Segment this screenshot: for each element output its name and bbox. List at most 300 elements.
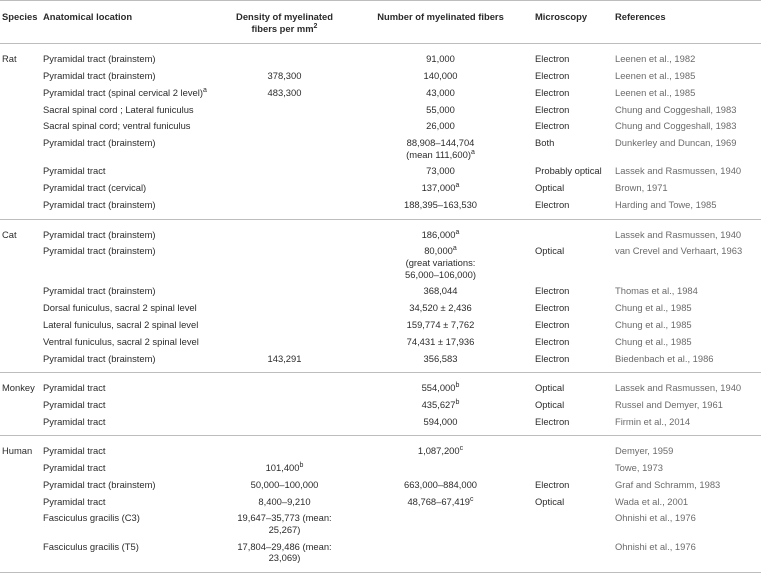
density-value: 19,647–35,773 (mean: 25,267) bbox=[237, 512, 332, 535]
reference-cell bbox=[613, 163, 761, 180]
microscopy-cell bbox=[533, 135, 613, 163]
reference-text: van Crevel and Verhaart, 1963 bbox=[615, 245, 743, 257]
number-cell bbox=[348, 196, 533, 219]
reference-text: Firmin et al., 2014 bbox=[615, 415, 691, 427]
location-text: Fasciculus gracilis (C3) bbox=[43, 512, 140, 524]
number-value: 48,768–67,419 bbox=[407, 495, 471, 507]
microscopy-cell bbox=[533, 243, 613, 283]
location-cell bbox=[41, 135, 221, 163]
number-value: 137,000 bbox=[421, 182, 456, 194]
reference-text: Brown, 1971 bbox=[615, 182, 668, 194]
density-cell bbox=[221, 118, 348, 135]
number-cell bbox=[348, 510, 533, 538]
table-row bbox=[0, 118, 761, 135]
microscopy-value: Optical bbox=[535, 495, 565, 507]
table-header bbox=[0, 1, 761, 44]
location-text: Pyramidal tract bbox=[43, 382, 106, 394]
reference-text: Chung and Coggeshall, 1983 bbox=[615, 120, 737, 132]
table-row bbox=[0, 67, 761, 84]
species-group-rat bbox=[0, 44, 761, 219]
number-cell bbox=[348, 135, 533, 163]
species-cell bbox=[0, 135, 41, 163]
table-row bbox=[0, 44, 761, 68]
species-cell bbox=[0, 350, 41, 373]
table-row bbox=[0, 283, 761, 300]
microscopy-cell bbox=[533, 350, 613, 373]
reference-cell bbox=[613, 67, 761, 84]
density-value: 8,400–9,210 bbox=[258, 495, 311, 507]
microscopy-cell bbox=[533, 101, 613, 118]
location-text: Pyramidal tract bbox=[43, 495, 106, 507]
location-text: Pyramidal tract bbox=[43, 445, 106, 457]
density-cell bbox=[221, 84, 348, 101]
reference-cell bbox=[613, 538, 761, 572]
number-cell bbox=[348, 283, 533, 300]
reference-cell bbox=[613, 396, 761, 413]
species-cell bbox=[0, 44, 41, 68]
microscopy-cell bbox=[533, 396, 613, 413]
location-cell bbox=[41, 180, 221, 197]
reference-text: Chung et al., 1985 bbox=[615, 318, 692, 330]
number-cell bbox=[348, 413, 533, 436]
location-text: Pyramidal tract (brainstem) bbox=[43, 69, 156, 81]
density-value: 483,300 bbox=[267, 86, 302, 98]
species-cell bbox=[0, 333, 41, 350]
microscopy-cell bbox=[533, 44, 613, 68]
density-cell bbox=[221, 476, 348, 493]
reference-cell bbox=[613, 101, 761, 118]
microscopy-value: Optical bbox=[535, 245, 565, 257]
microscopy-value: Optical bbox=[535, 382, 565, 394]
species-cell bbox=[0, 413, 41, 436]
number-value: 554,000 bbox=[421, 382, 456, 394]
table-row bbox=[0, 350, 761, 373]
reference-cell bbox=[613, 436, 761, 460]
reference-text: Chung et al., 1985 bbox=[615, 335, 692, 347]
density-value: 17,804–29,486 (mean: 23,069) bbox=[237, 540, 332, 564]
number-cell bbox=[348, 396, 533, 413]
reference-cell bbox=[613, 44, 761, 68]
number-cell bbox=[348, 350, 533, 373]
header-microscopy: Microscopy bbox=[533, 1, 613, 44]
species-cell bbox=[0, 101, 41, 118]
location-text: Ventral funiculus, sacral 2 spinal level bbox=[43, 335, 199, 347]
number-cell bbox=[348, 163, 533, 180]
number-cell bbox=[348, 316, 533, 333]
number-value: 435,627 bbox=[421, 398, 456, 410]
number-value: 186,000 bbox=[421, 228, 456, 240]
density-cell bbox=[221, 396, 348, 413]
microscopy-cell bbox=[533, 510, 613, 538]
density-cell bbox=[221, 300, 348, 317]
species-cell bbox=[0, 396, 41, 413]
density-cell bbox=[221, 333, 348, 350]
reference-cell bbox=[613, 333, 761, 350]
species-cell bbox=[0, 283, 41, 300]
location-cell bbox=[41, 316, 221, 333]
location-cell bbox=[41, 510, 221, 538]
species-cell bbox=[0, 316, 41, 333]
number-cell bbox=[348, 243, 533, 283]
location-cell bbox=[41, 101, 221, 118]
microscopy-value: Electron bbox=[535, 86, 570, 98]
microscopy-value: Electron bbox=[535, 478, 570, 490]
reference-text: Harding and Towe, 1985 bbox=[615, 199, 717, 211]
microscopy-cell bbox=[533, 538, 613, 572]
location-text: Pyramidal tract (spinal cervical 2 level) bbox=[43, 86, 203, 98]
reference-cell bbox=[613, 135, 761, 163]
location-text: Fasciculus gracilis (T5) bbox=[43, 540, 139, 552]
microscopy-value: Electron bbox=[535, 318, 570, 330]
reference-text: Ohnishi et al., 1976 bbox=[615, 512, 696, 524]
location-text: Lateral funiculus, sacral 2 spinal level bbox=[43, 318, 199, 330]
table-row bbox=[0, 219, 761, 243]
species-label: Human bbox=[2, 445, 33, 457]
number-cell bbox=[348, 180, 533, 197]
number-note-range: 56,000–106,000) bbox=[405, 268, 476, 280]
header-row bbox=[0, 1, 761, 44]
microscopy-value: Electron bbox=[535, 335, 570, 347]
location-cell bbox=[41, 67, 221, 84]
location-text: Pyramidal tract (brainstem) bbox=[43, 478, 156, 490]
species-cell bbox=[0, 459, 41, 476]
species-group-human bbox=[0, 436, 761, 573]
location-text: Pyramidal tract (brainstem) bbox=[43, 53, 156, 65]
microscopy-cell bbox=[533, 476, 613, 493]
table-row bbox=[0, 101, 761, 118]
density-cell bbox=[221, 350, 348, 373]
table-row bbox=[0, 243, 761, 283]
number-value: 74,431 ± 17,936 bbox=[406, 335, 475, 347]
density-cell bbox=[221, 510, 348, 538]
location-cell bbox=[41, 436, 221, 460]
microscopy-cell bbox=[533, 67, 613, 84]
reference-cell bbox=[613, 243, 761, 283]
reference-cell bbox=[613, 510, 761, 538]
location-cell bbox=[41, 243, 221, 283]
reference-text: Leenen et al., 1985 bbox=[615, 69, 696, 81]
density-value: 101,400 bbox=[265, 462, 300, 474]
density-cell bbox=[221, 316, 348, 333]
number-value: 43,000 bbox=[426, 86, 455, 98]
reference-text: Chung and Coggeshall, 1983 bbox=[615, 103, 737, 115]
number-value: 368,044 bbox=[423, 285, 458, 297]
table-row bbox=[0, 436, 761, 460]
reference-text: Dunkerley and Duncan, 1969 bbox=[615, 137, 737, 149]
table-row bbox=[0, 163, 761, 180]
reference-text: Chung et al., 1985 bbox=[615, 302, 692, 314]
density-cell bbox=[221, 67, 348, 84]
reference-cell bbox=[613, 283, 761, 300]
microscopy-cell bbox=[533, 373, 613, 397]
number-cell bbox=[348, 84, 533, 101]
density-value: 143,291 bbox=[267, 352, 302, 364]
microscopy-cell bbox=[533, 459, 613, 476]
location-cell bbox=[41, 333, 221, 350]
number-value: 188,395–163,530 bbox=[404, 199, 477, 211]
species-label: Monkey bbox=[2, 382, 35, 394]
location-text: Pyramidal tract (brainstem) bbox=[43, 285, 156, 297]
table-row bbox=[0, 493, 761, 510]
density-cell bbox=[221, 459, 348, 476]
reference-text: Ohnishi et al., 1976 bbox=[615, 540, 696, 552]
microscopy-value: Both bbox=[535, 137, 555, 149]
location-text: Sacral spinal cord; ventral funiculus bbox=[43, 120, 191, 132]
density-cell bbox=[221, 101, 348, 118]
density-cell bbox=[221, 219, 348, 243]
number-value: 55,000 bbox=[426, 103, 455, 115]
density-cell bbox=[221, 538, 348, 572]
number-cell bbox=[348, 219, 533, 243]
number-value: 88,908–144,704 bbox=[406, 137, 475, 149]
reference-cell bbox=[613, 350, 761, 373]
microscopy-value: Electron bbox=[535, 352, 570, 364]
density-cell bbox=[221, 44, 348, 68]
table-row bbox=[0, 510, 761, 538]
number-footnote: b bbox=[455, 398, 460, 406]
species-label: Rat bbox=[2, 53, 17, 65]
reference-cell bbox=[613, 493, 761, 510]
location-cell bbox=[41, 163, 221, 180]
species-cell bbox=[0, 180, 41, 197]
species-group-cat bbox=[0, 219, 761, 372]
location-text: Pyramidal tract (brainstem) bbox=[43, 228, 156, 240]
reference-cell bbox=[613, 196, 761, 219]
species-cell bbox=[0, 163, 41, 180]
reference-text: Lassek and Rasmussen, 1940 bbox=[615, 228, 742, 240]
density-cell bbox=[221, 283, 348, 300]
density-cell bbox=[221, 373, 348, 397]
location-cell bbox=[41, 538, 221, 572]
microscopy-cell bbox=[533, 84, 613, 101]
location-cell bbox=[41, 84, 221, 101]
number-value: 80,000 bbox=[424, 245, 453, 257]
number-footnote: a bbox=[452, 245, 457, 253]
number-value: 594,000 bbox=[423, 415, 458, 427]
location-text: Pyramidal tract (brainstem) bbox=[43, 137, 156, 149]
reference-cell bbox=[613, 459, 761, 476]
number-value: 356,583 bbox=[423, 352, 458, 364]
species-cell bbox=[0, 476, 41, 493]
number-cell bbox=[348, 493, 533, 510]
species-cell bbox=[0, 243, 41, 283]
header-species: Species bbox=[0, 1, 41, 44]
number-cell bbox=[348, 436, 533, 460]
number-value: 26,000 bbox=[426, 120, 455, 132]
location-cell bbox=[41, 196, 221, 219]
number-cell bbox=[348, 459, 533, 476]
microscopy-cell bbox=[533, 436, 613, 460]
species-cell bbox=[0, 118, 41, 135]
microscopy-value: Electron bbox=[535, 302, 570, 314]
microscopy-cell bbox=[533, 413, 613, 436]
microscopy-cell bbox=[533, 333, 613, 350]
location-text: Pyramidal tract bbox=[43, 398, 106, 410]
location-cell bbox=[41, 219, 221, 243]
number-cell bbox=[348, 101, 533, 118]
header-density-text: Density of myelinated fibers per mm bbox=[236, 11, 333, 34]
number-cell bbox=[348, 300, 533, 317]
microscopy-value: Probably optical bbox=[535, 165, 602, 177]
location-text: Pyramidal tract (cervical) bbox=[43, 182, 147, 194]
density-value: 50,000–100,000 bbox=[250, 478, 319, 490]
number-footnote: a bbox=[455, 228, 460, 236]
microscopy-cell bbox=[533, 180, 613, 197]
table-row bbox=[0, 135, 761, 163]
table-row bbox=[0, 373, 761, 397]
microscopy-cell bbox=[533, 493, 613, 510]
density-cell bbox=[221, 196, 348, 219]
microscopy-value: Electron bbox=[535, 285, 570, 297]
microscopy-cell bbox=[533, 219, 613, 243]
location-text: Pyramidal tract bbox=[43, 462, 106, 474]
density-cell bbox=[221, 436, 348, 460]
number-footnote: a bbox=[455, 182, 460, 190]
number-cell bbox=[348, 67, 533, 84]
number-note: (mean 111,600) bbox=[406, 148, 471, 160]
reference-cell bbox=[613, 316, 761, 333]
microscopy-value: Electron bbox=[535, 53, 570, 65]
location-text: Pyramidal tract (brainstem) bbox=[43, 245, 156, 257]
location-text: Pyramidal tract (brainstem) bbox=[43, 199, 156, 211]
reference-cell bbox=[613, 180, 761, 197]
species-label: Cat bbox=[2, 228, 17, 240]
microscopy-cell bbox=[533, 196, 613, 219]
number-cell bbox=[348, 333, 533, 350]
number-footnote: c bbox=[459, 445, 464, 453]
density-footnote: b bbox=[299, 462, 304, 470]
location-cell bbox=[41, 373, 221, 397]
density-cell bbox=[221, 413, 348, 436]
microscopy-cell bbox=[533, 163, 613, 180]
table-row bbox=[0, 476, 761, 493]
reference-text: Lassek and Rasmussen, 1940 bbox=[615, 165, 742, 177]
reference-text: Demyer, 1959 bbox=[615, 445, 674, 457]
number-cell bbox=[348, 476, 533, 493]
reference-cell bbox=[613, 373, 761, 397]
density-cell bbox=[221, 493, 348, 510]
number-value: 73,000 bbox=[426, 165, 455, 177]
location-cell bbox=[41, 283, 221, 300]
table-row bbox=[0, 538, 761, 572]
species-cell bbox=[0, 84, 41, 101]
species-cell bbox=[0, 373, 41, 397]
reference-cell bbox=[613, 219, 761, 243]
reference-cell bbox=[613, 84, 761, 101]
number-footnote: b bbox=[455, 382, 460, 390]
density-value: 378,300 bbox=[267, 69, 302, 81]
number-cell bbox=[348, 538, 533, 572]
microscopy-cell bbox=[533, 283, 613, 300]
number-value: 1,087,200 bbox=[417, 445, 460, 457]
microscopy-value: Electron bbox=[535, 120, 570, 132]
table-row bbox=[0, 396, 761, 413]
location-text: Dorsal funiculus, sacral 2 spinal level bbox=[43, 302, 197, 314]
number-note: (great variations: bbox=[405, 257, 476, 268]
species-cell bbox=[0, 510, 41, 538]
location-cell bbox=[41, 476, 221, 493]
number-value: 34,520 ± 2,436 bbox=[409, 302, 472, 314]
number-note-footnote: a bbox=[470, 148, 475, 156]
table-row bbox=[0, 459, 761, 476]
reference-text: Towe, 1973 bbox=[615, 462, 663, 474]
location-text: Pyramidal tract (brainstem) bbox=[43, 352, 156, 364]
species-cell bbox=[0, 219, 41, 243]
number-footnote: c bbox=[470, 495, 474, 503]
table-row bbox=[0, 196, 761, 219]
reference-text: Leenen et al., 1985 bbox=[615, 86, 696, 98]
reference-cell bbox=[613, 476, 761, 493]
location-text: Pyramidal tract bbox=[43, 415, 106, 427]
species-cell bbox=[0, 300, 41, 317]
reference-text: Thomas et al., 1984 bbox=[615, 285, 698, 297]
density-cell bbox=[221, 163, 348, 180]
density-cell bbox=[221, 135, 348, 163]
species-cell bbox=[0, 538, 41, 572]
location-text: Sacral spinal cord ; Lateral funiculus bbox=[43, 103, 194, 115]
reference-text: Biedenbach et al., 1986 bbox=[615, 352, 714, 364]
number-value: 140,000 bbox=[423, 69, 458, 81]
header-density-sup: 2 bbox=[313, 22, 318, 30]
species-cell bbox=[0, 196, 41, 219]
microscopy-cell bbox=[533, 316, 613, 333]
reference-cell bbox=[613, 118, 761, 135]
header-location: Anatomical location bbox=[41, 1, 221, 44]
reference-text: Russel and Demyer, 1961 bbox=[615, 398, 723, 410]
reference-text: Lassek and Rasmussen, 1940 bbox=[615, 382, 742, 394]
table-row bbox=[0, 316, 761, 333]
location-cell bbox=[41, 459, 221, 476]
number-value: 663,000–884,000 bbox=[404, 478, 477, 490]
table-row bbox=[0, 180, 761, 197]
location-cell bbox=[41, 118, 221, 135]
density-cell bbox=[221, 180, 348, 197]
header-density bbox=[221, 1, 348, 44]
microscopy-value: Electron bbox=[535, 415, 570, 427]
header-number: Number of myelinated fibers bbox=[348, 1, 533, 44]
microscopy-value: Optical bbox=[535, 182, 565, 194]
reference-text: Graf and Schramm, 1983 bbox=[615, 478, 721, 490]
species-cell bbox=[0, 436, 41, 460]
microscopy-value: Electron bbox=[535, 103, 570, 115]
table-row bbox=[0, 300, 761, 317]
species-cell bbox=[0, 493, 41, 510]
reference-text: Wada et al., 2001 bbox=[615, 495, 689, 507]
number-cell bbox=[348, 373, 533, 397]
header-references: References bbox=[613, 1, 761, 44]
microscopy-cell bbox=[533, 300, 613, 317]
location-cell bbox=[41, 396, 221, 413]
table-row bbox=[0, 413, 761, 436]
location-cell bbox=[41, 300, 221, 317]
location-cell bbox=[41, 44, 221, 68]
number-cell bbox=[348, 44, 533, 68]
location-text: Pyramidal tract bbox=[43, 165, 106, 177]
microscopy-value: Optical bbox=[535, 398, 565, 410]
species-cell bbox=[0, 67, 41, 84]
location-footnote: a bbox=[202, 86, 207, 94]
density-cell bbox=[221, 243, 348, 283]
microscopy-value: Electron bbox=[535, 69, 570, 81]
number-value: 159,774 ± 7,762 bbox=[406, 318, 475, 330]
location-cell bbox=[41, 350, 221, 373]
reference-cell bbox=[613, 300, 761, 317]
number-value: 91,000 bbox=[426, 53, 455, 65]
number-cell bbox=[348, 118, 533, 135]
table-row bbox=[0, 84, 761, 101]
microscopy-value: Electron bbox=[535, 199, 570, 211]
reference-cell bbox=[613, 413, 761, 436]
